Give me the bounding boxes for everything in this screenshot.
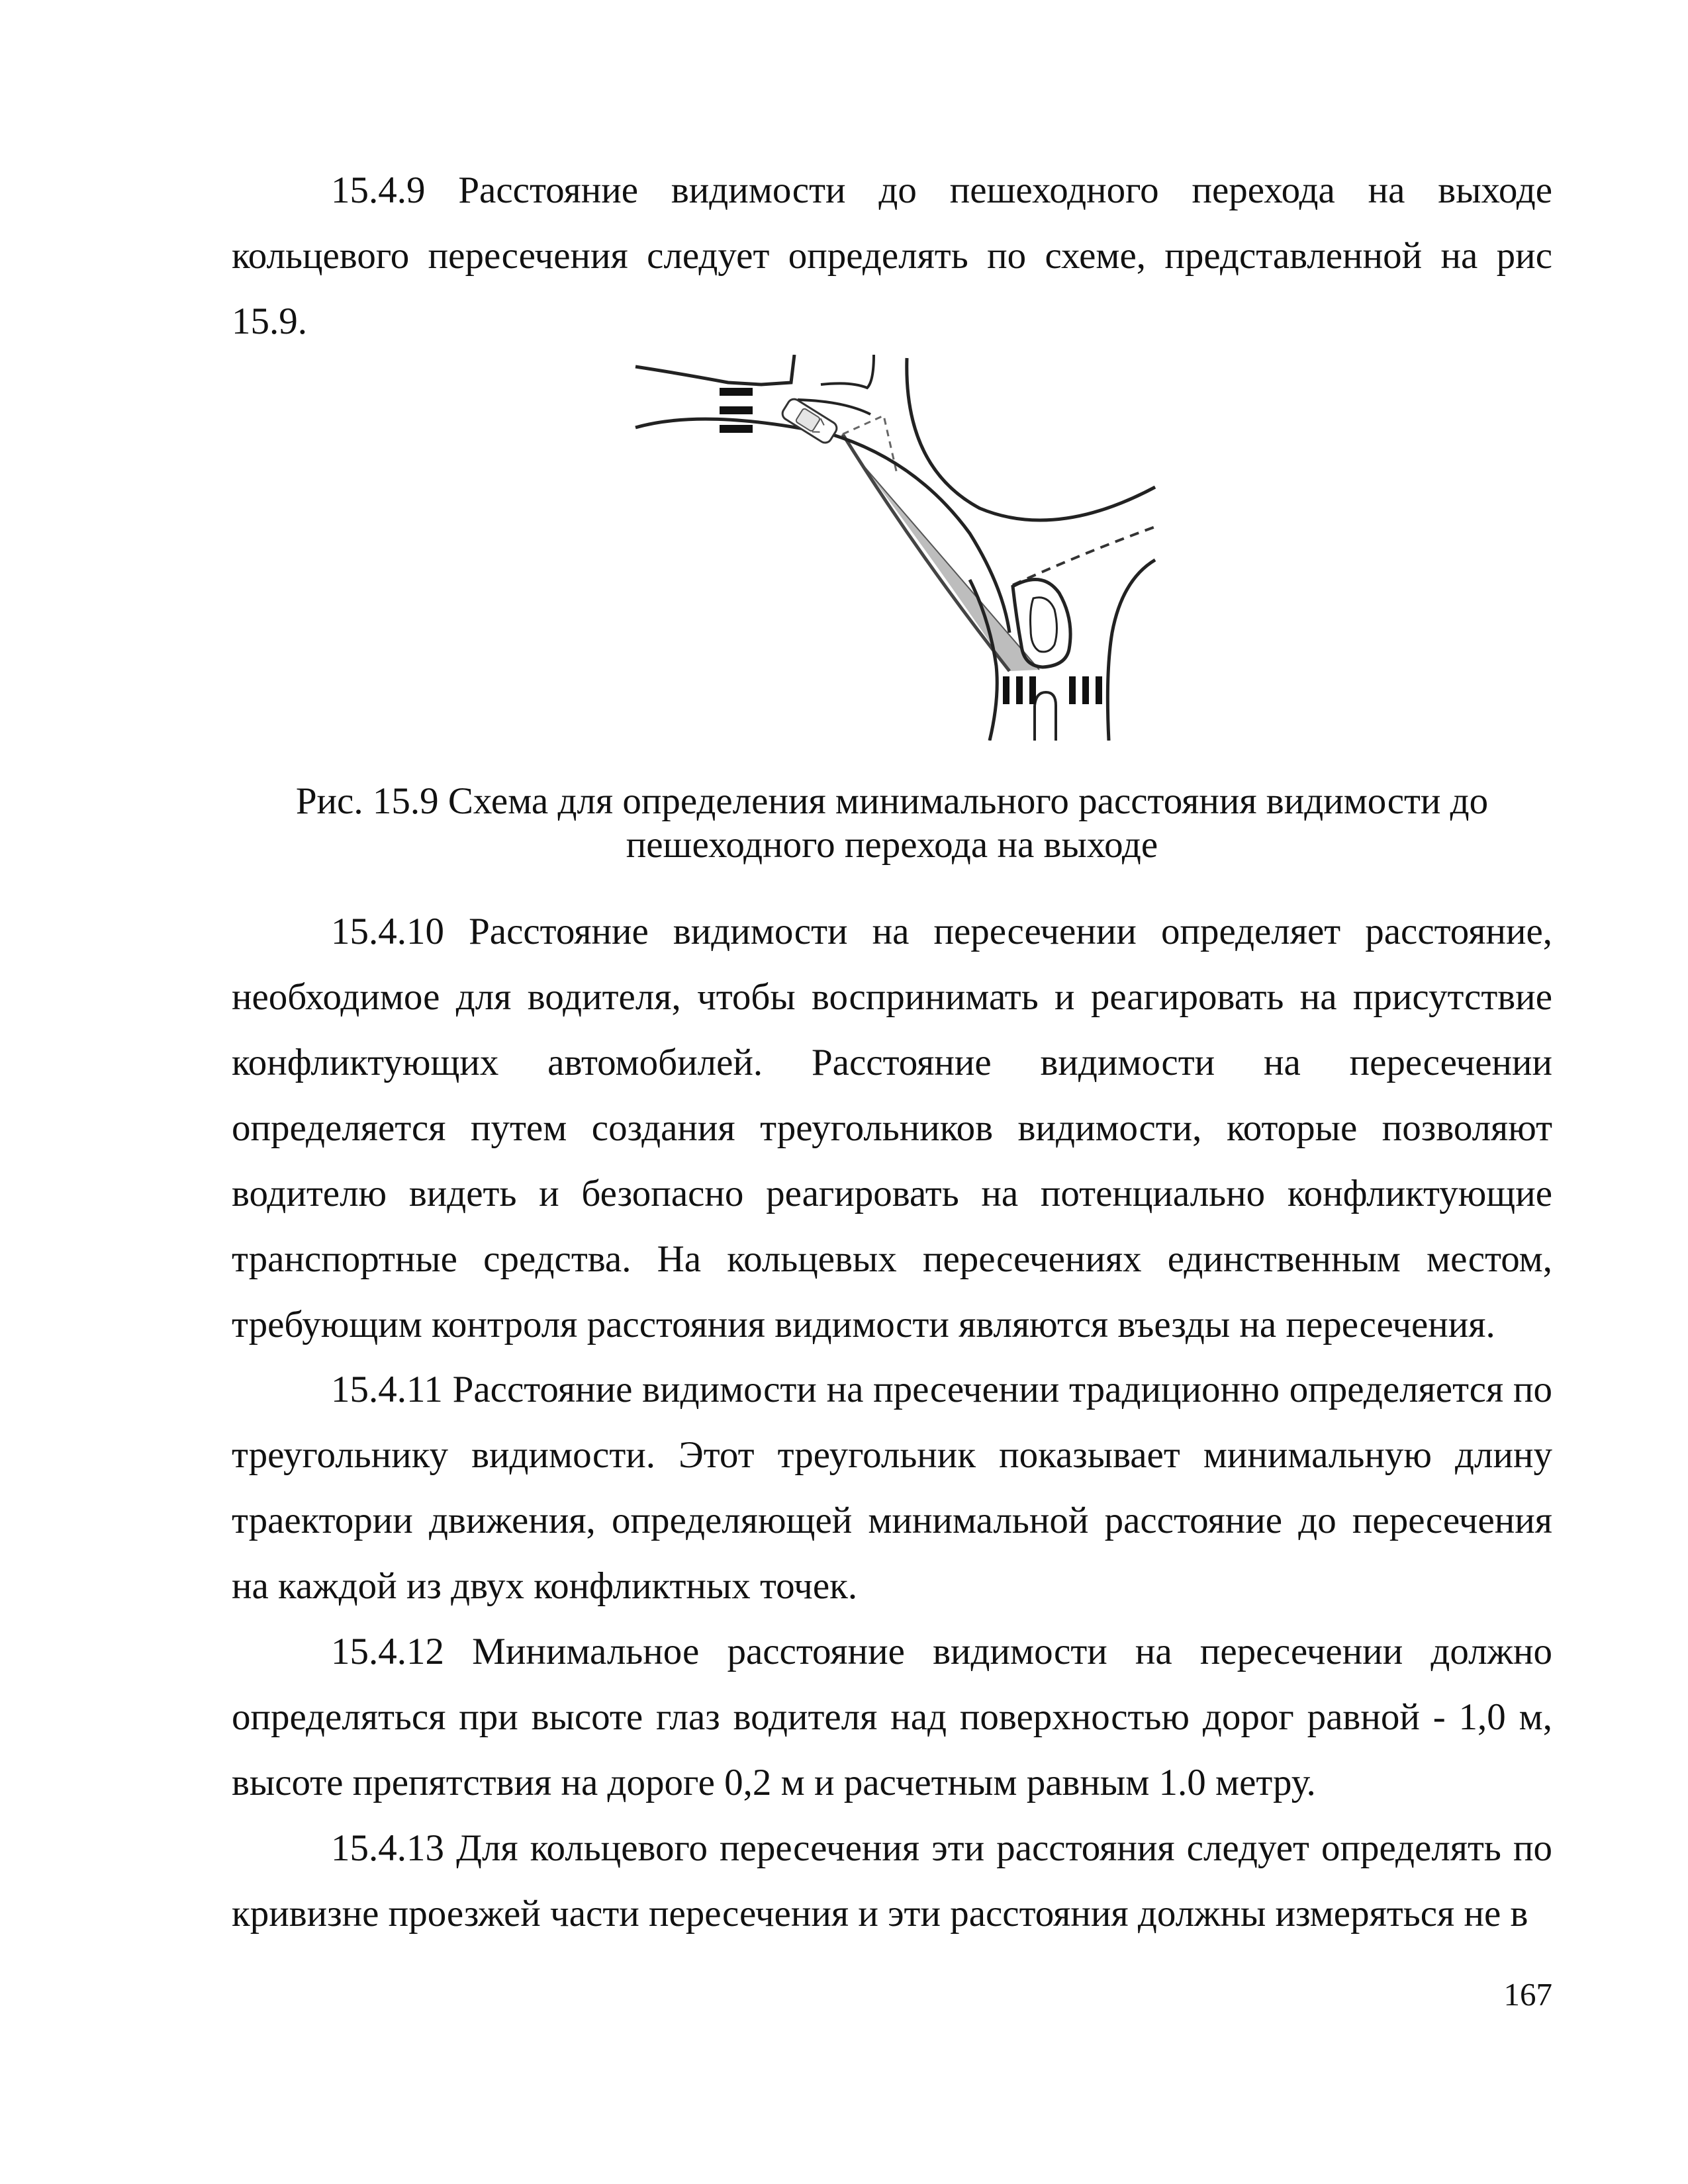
paragraph-15-4-11: 15.4.11 Расстояние видимости на пресечении традиционно определяется по треугольнику видимости. Этот треугольник показывает минимальную длину траектории движения, определяющей минимальной расстояние до пересечения на каждой из двух конфликтных точек. — [232, 1369, 1552, 1607]
figure-caption-line-1: Рис. 15.9 Схема для определения минимального расстояния видимости до — [295, 780, 1489, 822]
sight-line — [863, 465, 1039, 670]
crosswalk-stripe — [1069, 676, 1076, 704]
splitter-top — [821, 355, 874, 388]
figure-roundabout-exit-sight-distance — [632, 355, 1162, 741]
crosswalk-stripe — [1082, 676, 1089, 704]
central-island — [907, 358, 1155, 520]
paragraph-15-4-9: 15.4.9 Расстояние видимости до пешеходного перехода на выходе кольцевого пересечения следует определять по схеме, представленной на рис 15.9. — [232, 169, 1552, 342]
crosswalk-stripe — [720, 406, 753, 414]
paragraph-15-4-13: 15.4.13 Для кольцевого пересечения эти расстояния следует определять по кривизне проезжей части пересечения и эти расстояния должны измеряться не в — [232, 1827, 1552, 1934]
paragraph-15-4-10: 15.4.10 Расстояние видимости на пересечении определяет расстояние, необходимое для водителя, чтобы воспринимать и реагировать на присутствие конфликтующих автомобилей. Расстояние видимости на пересечении определяется путем создания треугольников видимости, которые позволяют водителю видеть и безопасно реагировать на потенциально конфликтующие транспортные средства. На кольцевых пересечениях единственным местом, требующим контроля расстояния видимости являются въезды на пересечения. — [232, 911, 1552, 1345]
car-icon — [780, 396, 839, 445]
figure-caption — [232, 780, 1552, 867]
circulatory-dashed-line — [1013, 527, 1155, 585]
exit-right-edge — [1107, 560, 1155, 741]
splitter-island-lower — [1035, 692, 1056, 741]
crosswalk-stripe — [720, 388, 753, 396]
road-inner-edge — [635, 419, 1009, 633]
crosswalk-stripe — [720, 425, 753, 433]
crosswalk-stripe — [1029, 676, 1036, 704]
crosswalk-stripe — [1016, 676, 1023, 704]
splitter-island-inner — [1031, 598, 1057, 652]
crosswalk-stripe — [1096, 676, 1102, 704]
page-number: 167 — [1503, 1976, 1552, 2013]
roundabout-diagram — [632, 355, 1162, 741]
crosswalk-stripe — [1003, 676, 1009, 704]
paragraph-15-4-12: 15.4.12 Минимальное расстояние видимости на пересечении должно определяться при высоте глаз водителя над поверхностью дорог равной - 1,0 м, высоте препятствия на дороге 0,2 м и расчетным равным 1.0 метру. — [232, 1631, 1552, 1803]
road-outer-edge-left — [635, 355, 794, 385]
figure-caption-line-2: пешеходного перехода на выходе — [626, 824, 1158, 866]
